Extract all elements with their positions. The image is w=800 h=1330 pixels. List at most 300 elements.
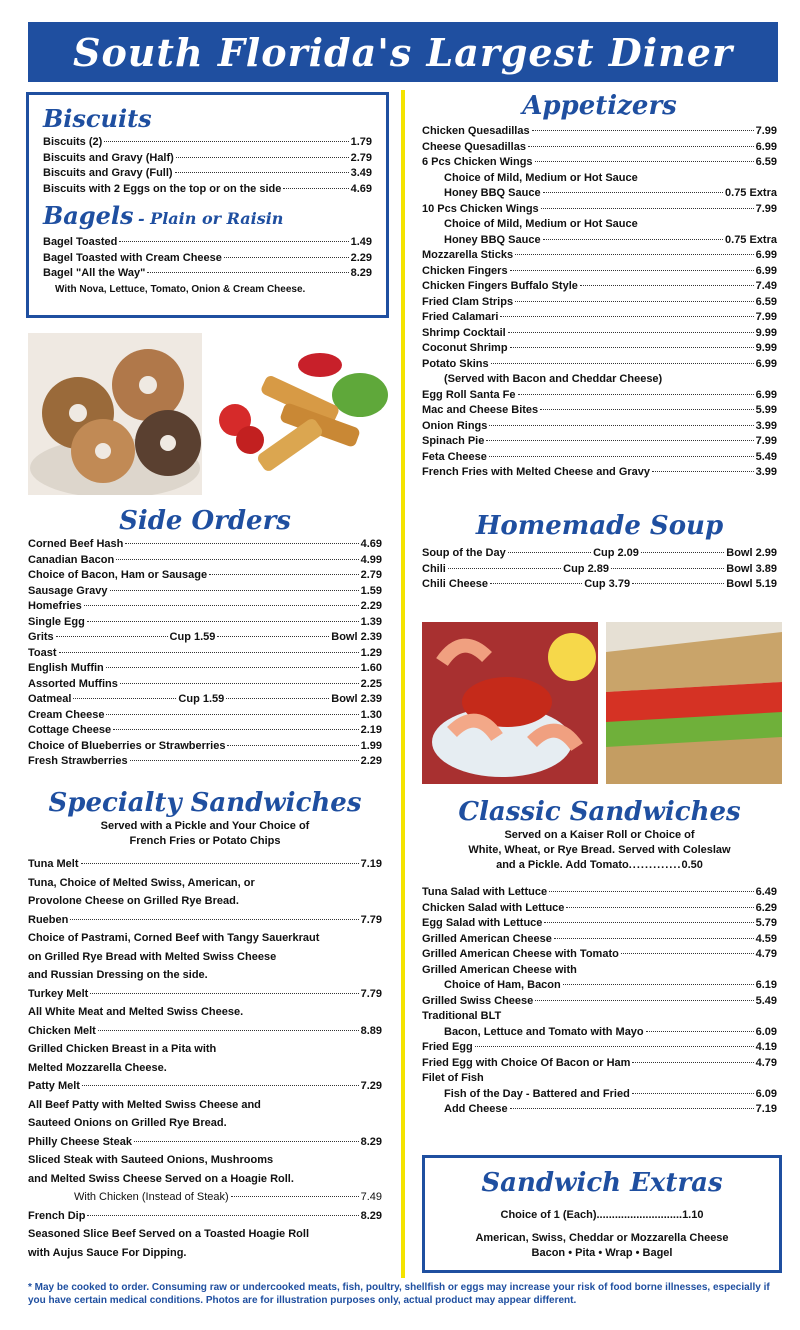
dot-leader [535,1000,753,1001]
bagels-subtitle: - Plain or Raisin [137,209,284,228]
bagels-title: Bagels [43,201,134,230]
item-name: Shrimp Cocktail [422,326,506,339]
menu-item [422,978,777,994]
item-price: 6.99 [755,249,777,261]
dot-leader [227,745,358,746]
menu-item [28,692,382,708]
item-note: Choice of Mild, Medium or Hot Sauce [444,218,638,230]
menu-item [422,1040,777,1056]
dot-leader [73,698,176,699]
item-note: Choice of Mild, Medium or Hot Sauce [444,171,638,184]
item-name: Soup of the Day [422,547,506,559]
item-name: Mac and Cheese Bites [422,404,539,416]
dot-leader [541,208,754,209]
item-name: Homefries [28,600,82,612]
item-price: 6.29 [755,901,777,914]
menu-item [422,947,777,963]
item-price: 0.75 Extra [725,233,777,246]
footer-disclaimer: * May be cooked to order. Consuming raw or undercooked meats, fish, poultry, shellfish or eggs may increase your risk of food borne illnesses, especially if you have certain medical conditions. Photos are for illustration purposes only, actual product may appear different. [28,1282,770,1306]
item-name: Fried Egg with Choice Of Bacon or Ham [422,1056,631,1069]
dot-leader [528,146,754,147]
item-price: 6.59 [755,295,777,308]
item-price: 7.99 [755,202,777,215]
item-price: 8.29 [350,267,372,279]
menu-item [422,419,777,435]
item-price: 2.29 [360,600,382,612]
item-name: Bagel Toasted with Cream Cheese [43,251,222,264]
dot-leader [134,1141,359,1142]
menu-item [28,537,382,553]
item-price: 6.59 [755,156,777,168]
menu-item [422,1056,777,1072]
item-price: 1.29 [360,646,382,659]
side-orders-list [28,537,382,770]
item-name: Chicken Fingers Buffalo Style [422,280,578,292]
item-name: English Muffin [28,662,104,674]
menu-item [28,630,382,646]
menu-item [422,932,777,948]
item-name: Toast [28,646,57,659]
dot-leader [130,760,359,761]
dot-leader [563,984,754,985]
sandwich-description: All Beef Patty with Melted Swiss Cheese and [28,1098,261,1111]
dot-leader [226,698,329,699]
shrimp-cocktail-photo [422,622,598,784]
item-price: 1.99 [360,739,382,752]
menu-item [43,251,372,267]
dot-leader [120,683,359,684]
dot-leader [82,1085,359,1086]
classic-subtitle-1: Served on a Kaiser Roll or Choice of [504,829,695,841]
item-name: Biscuits and Gravy (Full) [43,167,173,179]
item-name: Mozzarella Sticks [422,249,514,261]
item-price: Bowl 2.39 [331,693,382,705]
menu-item [422,901,777,917]
menu-item [422,1087,777,1103]
sandwich-description: Tuna, Choice of Melted Swiss, American, or [28,876,255,889]
dot-leader [580,285,754,286]
item-price: 8.29 [360,1135,382,1148]
item-name: Grits [28,631,54,643]
dot-leader [540,409,753,410]
menu-item [28,661,382,677]
item-name: Onion Rings [422,419,488,432]
item-price: 2.29 [350,251,372,264]
item-name: Rueben [28,913,69,926]
item-price: 1.60 [360,662,382,674]
item-name: Cream Cheese [28,708,105,721]
sandwich-item [28,985,382,1004]
biscuits-bagels-box [26,92,389,318]
menu-item [422,994,777,1010]
blt-sandwich-photo [606,622,782,784]
menu-item [28,599,382,615]
menu-item [28,646,382,662]
item-price: 4.69 [360,538,382,550]
banner-title: South Florida's Largest Diner [73,29,733,75]
dot-leader [475,1046,754,1047]
item-price: 6.49 [755,886,777,898]
item-price: 2.29 [360,755,382,767]
item-price: 6.99 [755,388,777,401]
menu-item [422,124,777,140]
sandwich-description: with Aujus Sauce For Dipping. [28,1246,187,1259]
menu-item [422,1025,777,1041]
menu-item [43,166,372,182]
menu-item [28,553,382,569]
item-price: 7.99 [755,311,777,323]
menu-item [43,151,372,167]
item-price: 0.75 Extra [725,187,777,199]
dot-leader [641,552,724,553]
menu-item [422,916,777,932]
dot-leader [646,1031,754,1032]
dot-leader [508,332,754,333]
dot-leader [87,621,359,622]
menu-item [43,182,372,198]
item-price: 7.99 [755,125,777,137]
dot-leader [110,590,359,591]
side-orders-heading: Side Orders [119,506,291,536]
bagels-note: With Nova, Lettuce, Tomato, Onion & Cream Cheese. [55,283,306,295]
dot-leader [84,605,359,606]
menu-item [422,562,777,578]
dot-leader [116,559,358,560]
menu-item [422,140,777,156]
item-price: 2.79 [350,151,372,164]
item-note: Traditional BLT [422,1010,502,1022]
dot-leader [652,471,754,472]
sandwich-item [28,855,382,874]
item-price: 6.99 [755,357,777,370]
item-name: Biscuits (2) [43,136,103,148]
soup-heading: Homemade Soup [475,511,724,541]
menu-item [422,310,777,326]
item-name: Biscuits and Gravy (Half) [43,151,174,164]
item-name: Fish of the Day - Battered and Fried [444,1087,630,1100]
sandwich-description: Choice of Pastrami, Corned Beef with Tangy Sauerkraut [28,932,320,944]
dot-leader [566,907,753,908]
item-price: 6.99 [755,140,777,153]
item-price: 4.79 [755,948,777,960]
appetizers-heading: Appetizers [522,91,677,121]
menu-item [422,465,777,481]
item-name: Oatmeal [28,693,72,705]
sandwich-description: All White Meat and Melted Swiss Cheese. [28,1006,244,1018]
item-name: Biscuits with 2 Eggs on the top or on the side [43,182,282,195]
item-price: 3.49 [350,167,372,179]
item-name: Corned Beef Hash [28,538,124,550]
classic-subtitle-2: White, Wheat, or Rye Bread. Served with Coleslaw [468,844,731,856]
item-price: 2.19 [360,724,382,736]
blt-sandwich-image [606,622,782,784]
extras-heading: Sandwich Extras [481,1168,723,1198]
sandwich-description: and Russian Dressing on the side. [28,969,208,981]
item-price: 1.49 [350,236,372,248]
item-price: 4.59 [755,932,777,945]
item-price: 3.99 [755,466,777,478]
menu-item [43,266,372,282]
dot-leader [500,316,753,317]
menu-item [422,279,777,295]
item-price: 1.30 [360,708,382,721]
item-name: Honey BBQ Sauce [444,233,541,246]
item-name: Cheese Quesadillas [422,140,526,153]
item-name: Bagel "All the Way" [43,267,146,279]
item-name: Choice of Bacon, Ham or Sausage [28,569,208,581]
item-price: 7.49 [755,280,777,292]
item-name: Single Egg [28,615,85,628]
dot-leader [554,938,754,939]
menu-item [422,1102,777,1118]
menu-item [422,202,777,218]
dot-leader [106,667,359,668]
item-price: Bowl 3.89 [726,562,778,575]
item-name: French Dip [28,1209,86,1222]
menu-item [43,235,372,251]
item-name: Cottage Cheese [28,724,112,736]
dot-leader [224,257,349,258]
item-price: 9.99 [755,326,777,339]
dot-leader [106,714,358,715]
biscuits-heading: Biscuits [43,104,152,133]
dot-leader [176,157,349,158]
dot-leader [98,1030,359,1031]
extras-choice: Choice of 1 (Each)............................1.10 [500,1209,704,1221]
sandwich-item [28,911,382,930]
soup-list [422,546,777,593]
bagels-heading [43,201,372,235]
appetizers-list [422,124,777,481]
menu-item [422,341,777,357]
item-price: 2.25 [360,677,382,690]
item-name: Chicken Melt [28,1024,96,1037]
item-note: Filet of Fish [422,1072,484,1084]
item-name: Add Cheese [444,1103,508,1115]
item-price: 7.19 [755,1103,777,1115]
item-price: Bowl 2.39 [331,631,383,643]
item-price: 1.59 [360,584,382,597]
item-name: Chili [422,562,446,575]
item-cup-price: Cup 3.79 [584,578,631,590]
specialty-subtitle-1: Served with a Pickle and Your Choice of [100,820,310,832]
menu-item [422,155,777,171]
dot-leader [510,270,754,271]
item-name: Chicken Fingers [422,264,508,277]
mozzarella-sticks-photo [210,340,390,490]
bagels-photo [28,333,202,495]
menu-item [422,388,777,404]
menu-item [28,754,382,770]
menu-banner [28,22,778,82]
column-divider [401,90,405,1278]
item-price: 2.79 [360,569,382,581]
sandwich-item [28,1022,382,1041]
classic-list [422,885,777,1118]
menu-item [422,434,777,450]
item-name: Fresh Strawberries [28,755,128,767]
item-name: 6 Pcs Chicken Wings [422,156,533,168]
specialty-heading: Specialty Sandwiches [48,788,362,818]
item-price: 6.19 [755,979,777,991]
item-price: 7.79 [360,913,382,926]
dot-leader [217,636,329,637]
item-name: Bagel Toasted [43,236,118,248]
item-price: 7.19 [360,858,382,870]
side-orders-section [28,505,382,770]
item-name: Honey BBQ Sauce [444,187,541,199]
item-price: Bowl 2.99 [726,547,777,559]
dot-leader [489,456,754,457]
item-name: Coconut Shrimp [422,342,508,354]
dot-leader [59,652,359,653]
item-name: 10 Pcs Chicken Wings [422,202,539,215]
classic-subtitle-3-text: and a Pickle. Add Tomato [496,859,629,871]
menu-item [422,233,777,249]
menu-item [422,295,777,311]
dot-leader [209,574,358,575]
menu-item [28,739,382,755]
sandwich-description: Seasoned Slice Beef Served on a Toasted Hoagie Roll [28,1228,309,1240]
menu-item [422,403,777,419]
dot-leader [90,993,358,994]
menu-item [422,326,777,342]
menu-item [422,357,777,373]
menu-item [422,248,777,264]
item-price: 4.69 [350,182,372,195]
sandwich-description: and Melted Swiss Cheese Served on a Hoagie Roll. [28,1172,294,1185]
menu-item [28,584,382,600]
item-price: 9.99 [755,342,777,354]
item-name: With Chicken (Instead of Steak) [74,1191,229,1203]
menu-item [43,135,372,151]
dot-leader [508,552,591,553]
dot-leader [175,172,349,173]
menu-item [422,264,777,280]
item-name: Assorted Muffins [28,677,118,690]
bagels-image [28,333,202,495]
item-name: Chicken Salad with Lettuce [422,901,565,914]
item-name: Turkey Melt [28,987,89,1000]
classic-subtitle-3-price: 0.50 [681,859,703,871]
extras-choice-label: Choice of 1 (Each) [500,1209,597,1221]
dot-leader [544,922,753,923]
item-name: Egg Roll Santa Fe [422,388,516,401]
item-price: 3.99 [755,419,777,432]
dot-leader [87,1215,358,1216]
item-cup-price: Cup 2.89 [563,562,609,575]
dot-leader [510,347,754,348]
dot-leader [621,953,754,954]
item-price: 4.19 [755,1041,777,1053]
item-name: Grilled American Cheese [422,932,552,945]
item-name: Feta Cheese [422,450,487,463]
item-name: Choice of Ham, Bacon [444,979,561,991]
item-name: Canadian Bacon [28,553,115,566]
item-price: 6.09 [755,1087,777,1100]
dot-leader [510,1108,754,1109]
item-name: Grilled American Cheese with Tomato [422,948,619,960]
item-name: Fried Calamari [422,311,499,323]
classic-subtitle-3: and a Pickle. Add Tomato.............0.50 [496,859,703,871]
sandwich-description: Sauteed Onions on Grilled Rye Bread. [28,1117,227,1129]
item-name: Tuna Salad with Lettuce [422,886,548,898]
biscuits-list [43,135,372,197]
menu-item [28,615,382,631]
extras-line-2: Bacon • Pita • Wrap • Bagel [531,1247,673,1259]
mozzarella-sticks-image [210,340,390,490]
specialty-subtitle-2: French Fries or Potato Chips [129,835,281,847]
sandwich-item [28,1133,382,1152]
dot-leader [632,583,724,584]
dot-leader [147,272,348,273]
item-price: 5.79 [755,917,777,929]
item-price: 8.29 [360,1209,382,1222]
dot-leader [611,568,724,569]
item-price: 4.99 [360,553,382,566]
item-price: 7.29 [360,1080,382,1092]
item-price: 4.79 [755,1056,777,1069]
item-name: Grilled Swiss Cheese [422,994,534,1007]
dot-leader [448,568,561,569]
menu-item [28,568,382,584]
item-price: 5.49 [755,994,777,1007]
item-name: Sausage Gravy [28,584,108,597]
sandwich-description: on Grilled Rye Bread with Melted Swiss Cheese [28,950,277,963]
item-price: 6.99 [755,264,777,277]
item-name: Spinach Pie [422,435,485,447]
dot-leader [535,161,754,162]
dot-leader [125,543,358,544]
dot-leader [113,729,358,730]
item-price: 1.39 [360,615,382,628]
item-name: Choice of Blueberries or Strawberries [28,739,226,752]
menu-item [28,708,382,724]
item-name: Chicken Quesadillas [422,125,530,137]
dot-leader [489,425,753,426]
dot-leader [532,130,754,131]
dot-leader [515,301,754,302]
menu-item [422,577,777,593]
item-cup-price: Cup 1.59 [178,693,225,705]
bagels-list [43,235,372,282]
item-name: Potato Skins [422,357,489,370]
item-name: French Fries with Melted Cheese and Gravy [422,466,651,478]
sandwich-description: Sliced Steak with Sauteed Onions, Mushrooms [28,1154,274,1166]
item-name: Philly Cheese Steak [28,1135,132,1148]
dot-leader [491,363,754,364]
dot-leader [119,241,348,242]
item-price: 1.79 [350,136,372,148]
sandwich-description: Provolone Cheese on Grilled Rye Bread. [28,895,239,907]
item-price: 8.89 [360,1024,382,1037]
dot-leader [490,583,582,584]
extras-choice-price: 1.10 [682,1209,704,1221]
dot-leader [81,863,359,864]
item-name: Patty Melt [28,1080,80,1092]
menu-item [28,723,382,739]
menu-item [422,450,777,466]
sandwich-item [28,1207,382,1226]
dot-leader [543,239,723,240]
item-price: 7.79 [360,987,382,1000]
menu-item [422,546,777,562]
item-note: (Served with Bacon and Cheddar Cheese) [444,373,663,385]
specialty-list [28,855,382,1262]
classic-sandwiches-section [422,796,777,1118]
item-price: 5.49 [755,450,777,463]
sandwich-item [28,1077,382,1096]
